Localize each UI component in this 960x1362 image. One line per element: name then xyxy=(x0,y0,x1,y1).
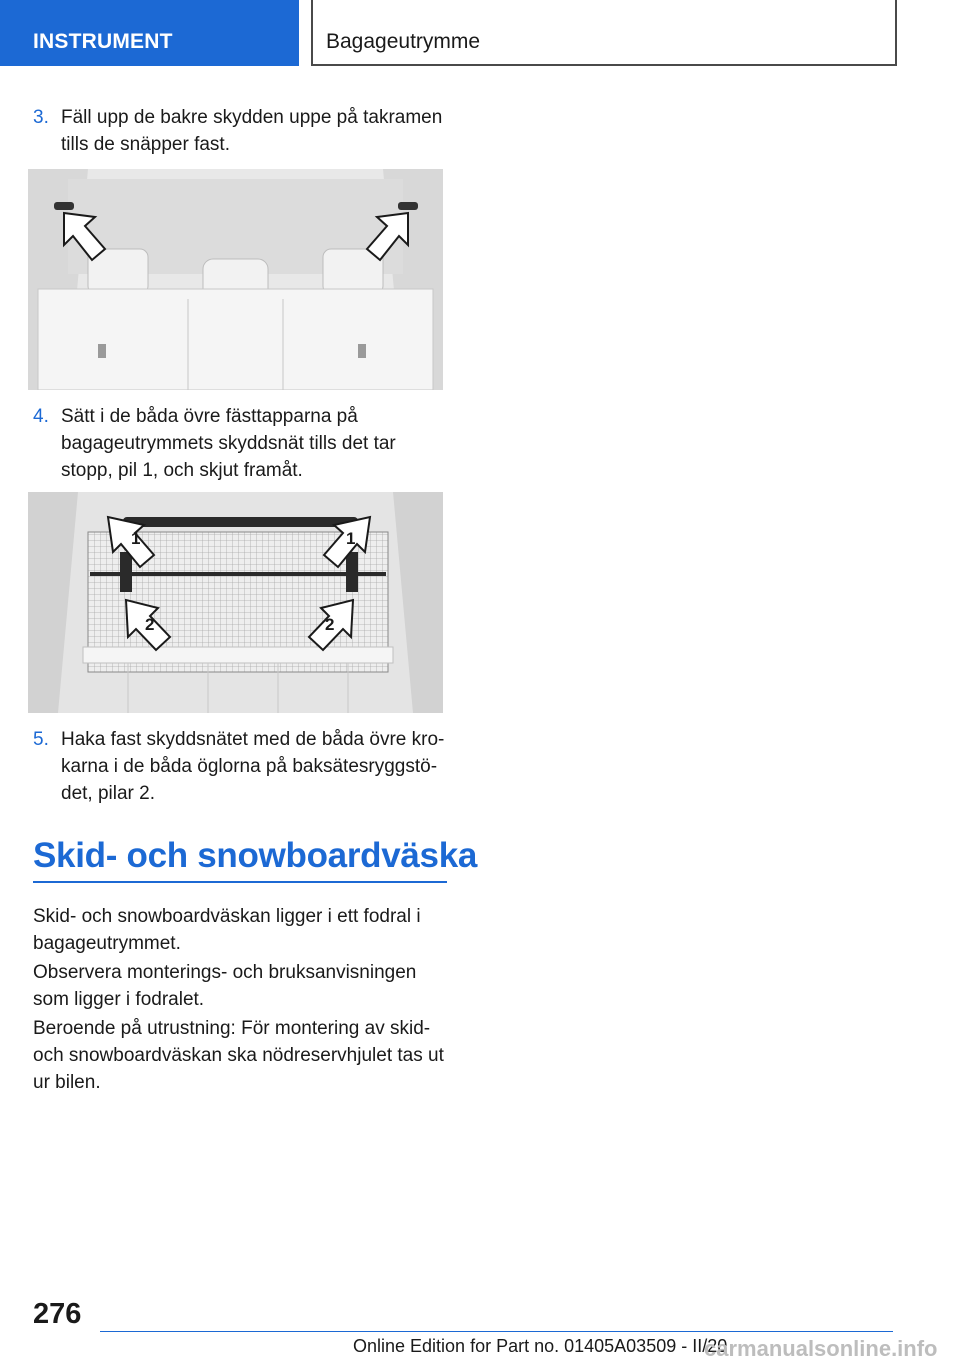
header-section-tab xyxy=(0,0,299,66)
watermark: carmanualsonline.info xyxy=(704,1336,938,1361)
step-5 xyxy=(33,726,447,807)
figure-trunk-illustration xyxy=(28,169,443,390)
header-section-label: INSTRUMENT xyxy=(33,30,173,53)
footer-divider xyxy=(100,1331,893,1332)
paragraph: Skid- och snowboardväskan ligger i ett fodral i bagageutrymmet. xyxy=(33,906,421,954)
step-text: Haka fast skyddsnätet med de båda övre krokarna i de båda öglorna på baksätesryggstödet, pilar 2. xyxy=(61,729,445,804)
step-text: Fäll upp de bakre skydden uppe på takramen tills de snäpper fast. xyxy=(61,107,443,155)
paragraph: Observera monterings- och bruksanvisningen som ligger i fodralet. xyxy=(33,962,417,1010)
arrow-label-1-right: 1 xyxy=(346,529,356,548)
step-number: 4. xyxy=(33,406,49,427)
arrow-label-2-right: 2 xyxy=(325,615,335,634)
paragraph: Beroende på utrustning: För montering av skid- och snowboardväskan ska nödreservhjulet tas ut ur bilen. xyxy=(33,1018,444,1093)
arrow-label-1-left: 1 xyxy=(131,529,141,548)
step-number: 3. xyxy=(33,107,49,128)
step-text: Sätt i de båda övre fästtapparna på bagageutrymmets skyddsnät tills det tar stopp, pil 1, och skjut framåt. xyxy=(61,406,396,481)
header-topic-box xyxy=(311,0,897,66)
arrow-label-2-left: 2 xyxy=(145,615,155,634)
footer-edition: Online Edition for Part no. 01405A03509 - II/20 xyxy=(353,1336,728,1356)
page-number: 276 xyxy=(33,1298,82,1330)
heading-divider xyxy=(33,881,447,883)
section-heading: Skid- och snowboardväska xyxy=(33,836,478,875)
header-topic-label: Bagageutrymme xyxy=(326,30,481,53)
figure-net-illustration xyxy=(28,492,443,713)
step-4 xyxy=(33,403,447,484)
step-number: 5. xyxy=(33,729,49,750)
figure-safety-net-arrows xyxy=(28,492,443,713)
step-3 xyxy=(33,104,447,158)
figure-trunk-cover-arrows xyxy=(28,169,443,390)
